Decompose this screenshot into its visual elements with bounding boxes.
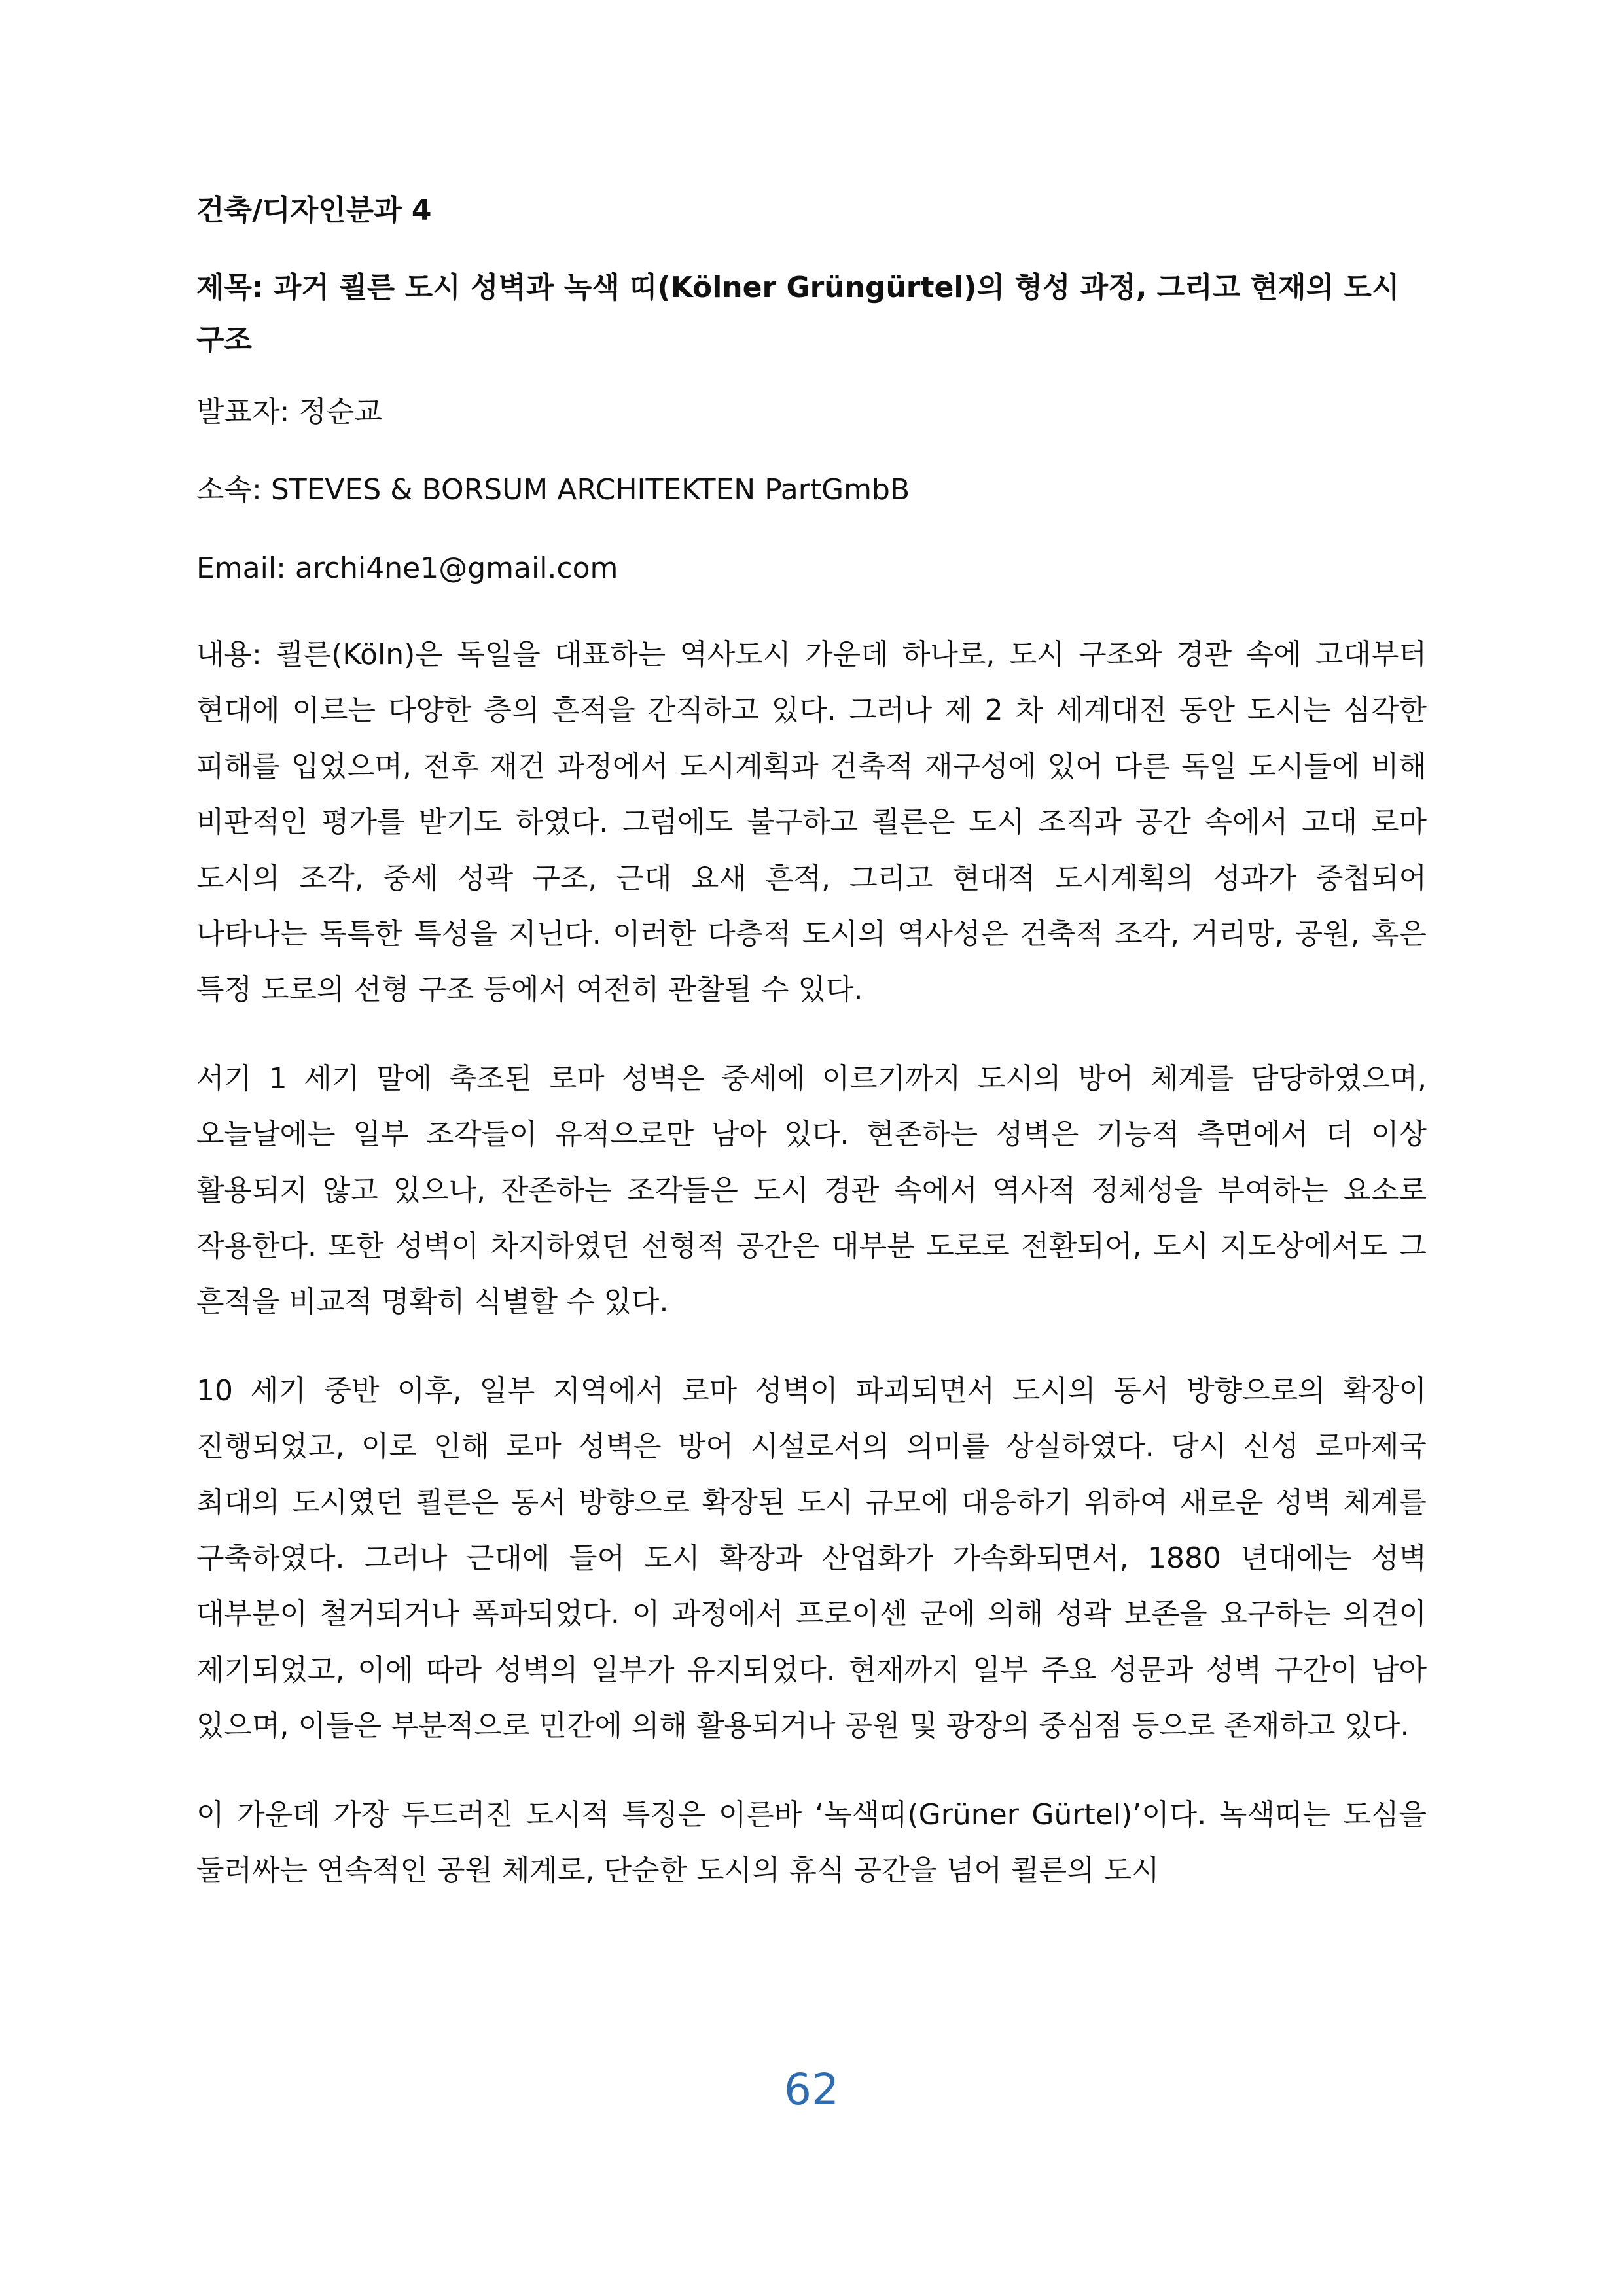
- email-line: Email: archi4ne1@gmail.com: [196, 551, 618, 585]
- affiliation-line: 소속: STEVES & BORSUM ARCHITEKTEN PartGmbB: [196, 473, 910, 507]
- section-category: 건축/디자인분과 4: [196, 194, 432, 227]
- document-title: 제목: 과거 쾰른 도시 성벽과 녹색 띠(Kölner Grüngürtel)의 형성 과정, 그리고 현재의 도시구조: [196, 270, 1400, 357]
- document-body: [196, 190, 1427, 1932]
- body-paragraph-2: 서기 1 세기 말에 축조된 로마 성벽은 중세에 이르기까지 도시의 방어 체계를 담당하였으며, 오늘날에는 일부 조각들이 유적으로만 남아 있다. 현존하는 성벽은 기능적 측면에서 더 이상 활용되지 않고 있으나, 잔존하는 조각들은 도시 경관 속에서 역사적 정체성을 부여하는 요소로 작용한다. 또한 성벽이 차지하였던 선형적 공간은 대부분 도로로 전환되어, 도시 지도상에서도 그 흔적을 비교적 명확히 식별할 수 있다.: [196, 1061, 1427, 1319]
- body-paragraph-4: 이 가운데 가장 두드러진 도시적 특징은 이른바 ‘녹색띠(Grüner Gürtel)’이다. 녹색띠는 도심을 둘러싸는 연속적인 공원 체계로, 단순한 도시의 휴식 공간을 넘어 쾰른의 도시: [196, 1797, 1427, 1888]
- presenter-line: 발표자: 정순교: [196, 395, 382, 429]
- page-number: 62: [784, 2064, 839, 2115]
- body-paragraph-1: 내용: 쾰른(Köln)은 독일을 대표하는 역사도시 가운데 하나로, 도시 구조와 경관 속에 고대부터 현대에 이르는 다양한 층의 흔적을 간직하고 있다. 그러나 제 2 차 세계대전 동안 도시는 심각한 피해를 입었으며, 전후 재건 과정에서 도시계획과 건축적 재구성에 있어 다른 독일 도시들에 비해 비판적인 평가를 받기도 하였다. 그럼에도 불구하고 쾰른은 도시 조직과 공간 속에서 고대 로마 도시의 조각, 중세 성곽 구조, 근대 요새 흔적, 그리고 현대적 도시계획의 성과가 중첩되어 나타나는 독특한 특성을 지닌다. 이러한 다층적 도시의 역사성은 건축적 조각, 거리망, 공원, 혹은 특정 도로의 선형 구조 등에서 여전히 관찰될 수 있다.: [196, 637, 1427, 1007]
- body-paragraph-3: 10 세기 중반 이후, 일부 지역에서 로마 성벽이 파괴되면서 도시의 동서 방향으로의 확장이 진행되었고, 이로 인해 로마 성벽은 방어 시설로서의 의미를 상실하였다. 당시 신성 로마제국 최대의 도시였던 쾰른은 동서 방향으로 확장된 도시 규모에 대응하기 위하여 새로운 성벽 체계를 구축하였다. 그러나 근대에 들어 도시 확장과 산업화가 가속화되면서, 1880 년대에는 성벽 대부분이 철거되거나 폭파되었다. 이 과정에서 프로이센 군에 의해 성곽 보존을 요구하는 의견이 제기되었고, 이에 따라 성벽의 일부가 유지되었다. 현재까지 일부 주요 성문과 성벽 구간이 남아 있으며, 이들은 부분적으로 민간에 의해 활용되거나 공원 및 광장의 중심점 등으로 존재하고 있다.: [196, 1373, 1427, 1743]
